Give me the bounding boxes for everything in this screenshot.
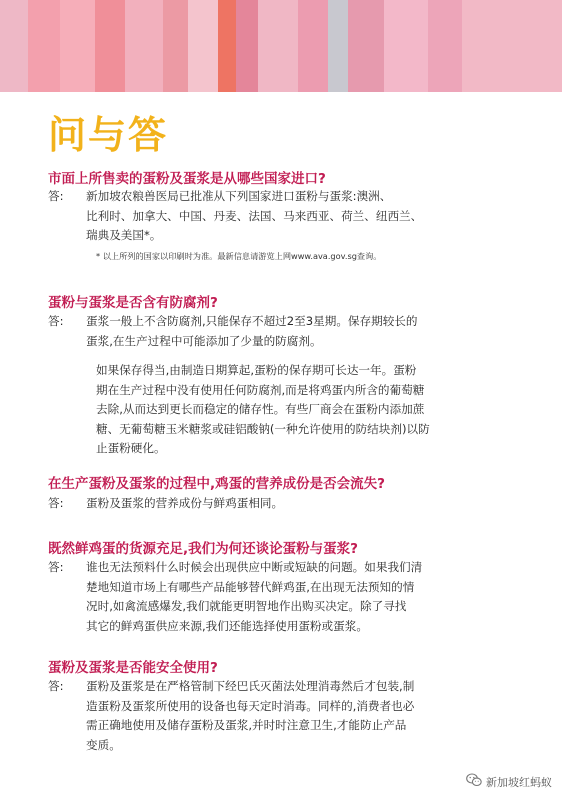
answer-label: 答: <box>48 679 64 693</box>
stripe <box>60 0 95 92</box>
answer-4 <box>48 558 508 636</box>
question-4: 既然鲜鸡蛋的货源充足,我们为何还谈论蛋粉与蛋浆? <box>48 541 358 557</box>
page-title: 问与答 <box>48 113 169 157</box>
stripe <box>298 0 328 92</box>
stripe <box>95 0 125 92</box>
stripe <box>0 0 28 92</box>
answer-1 <box>48 187 508 246</box>
stripe <box>428 0 462 92</box>
stripe <box>188 0 218 92</box>
question-2: 蛋粉与蛋浆是否含有防腐剂? <box>48 295 218 311</box>
stripe <box>236 0 258 92</box>
stripe <box>125 0 163 92</box>
stripe <box>28 0 60 92</box>
answer-5 <box>48 677 508 755</box>
answer-text: 蛋粉及蛋浆是在严格管制下经巴氏灭菌法处理消毒然后才包装,制 造蛋粉及蛋浆所使用的设备也每天定时消毒。同样的,消费者也必 需正确地使用及储存蛋粉及蛋浆,并时时注意卫生,才能防止产品 变质。 <box>86 679 415 752</box>
stripe <box>218 0 236 92</box>
answer-text: 谁也无法预料什么时候会出现供应中断或短缺的问题。如果我们清 楚地知道市场上有哪些产品能够替代鲜鸡蛋,在出现无法预知的情 况时,如禽流感爆发,我们就能更明智地作出购买决定。除了寻找 其它的鲜鸡蛋供应来源,我们还能选择使用蛋粉或蛋浆。 <box>86 560 423 633</box>
answer-3 <box>48 494 508 514</box>
answer-label: 答: <box>48 314 64 328</box>
watermark <box>466 773 552 790</box>
answer-label: 答: <box>48 560 64 574</box>
answer-label: 答: <box>48 189 64 203</box>
answer-2-paragraph: 如果保存得当,由制造日期算起,蛋粉的保存期可长达一年。蛋粉 期在生产过程中没有使用任何防腐剂,而是将鸡蛋内所含的葡萄糖 去除,从而达到更长而稳定的储存性。有些厂商会在蛋粉内添加蔗 糖、无葡萄糖玉米糖浆或硅铝酸钠(一种允许使用的防结块剂)以防 止蛋粉硬化。 <box>96 363 430 455</box>
answer-text: 新加坡农粮兽医局已批准从下列国家进口蛋粉与蛋浆:澳洲、 比利时、加拿大、中国、丹麦、法国、马来西亚、荷兰、纽西兰、 瑞典及美国*。 <box>86 189 423 242</box>
stripe <box>258 0 298 92</box>
answer-text: 蛋浆一般上不含防腐剂,只能保存不超过2至3星期。保存期较长的 蛋浆,在生产过程中可能添加了少量的防腐剂。 <box>86 314 418 348</box>
answer-label: 答: <box>48 496 64 510</box>
watermark-text: 新加坡红蚂蚁 <box>486 775 552 789</box>
answer-text: 蛋粉及蛋浆的营养成份与鲜鸡蛋相同。 <box>86 496 284 510</box>
question-1: 市面上所售卖的蛋粉及蛋浆是从哪些国家进口? <box>48 171 326 187</box>
question-3: 在生产蛋粉及蛋浆的过程中,鸡蛋的营养成份是否会流失? <box>48 476 385 492</box>
stripe <box>348 0 384 92</box>
stripe <box>163 0 188 92</box>
question-5: 蛋粉及蛋浆是否能安全使用? <box>48 660 218 676</box>
stripe <box>462 0 562 92</box>
answer-2 <box>48 312 508 351</box>
footnote: * 以上所列的国家以印刷时为准。最新信息请游览上网www.ava.gov.sg查询。 <box>96 251 382 261</box>
stripe <box>384 0 428 92</box>
decorative-stripe-banner <box>0 0 562 92</box>
wechat-icon <box>466 773 482 790</box>
stripe <box>328 0 348 92</box>
